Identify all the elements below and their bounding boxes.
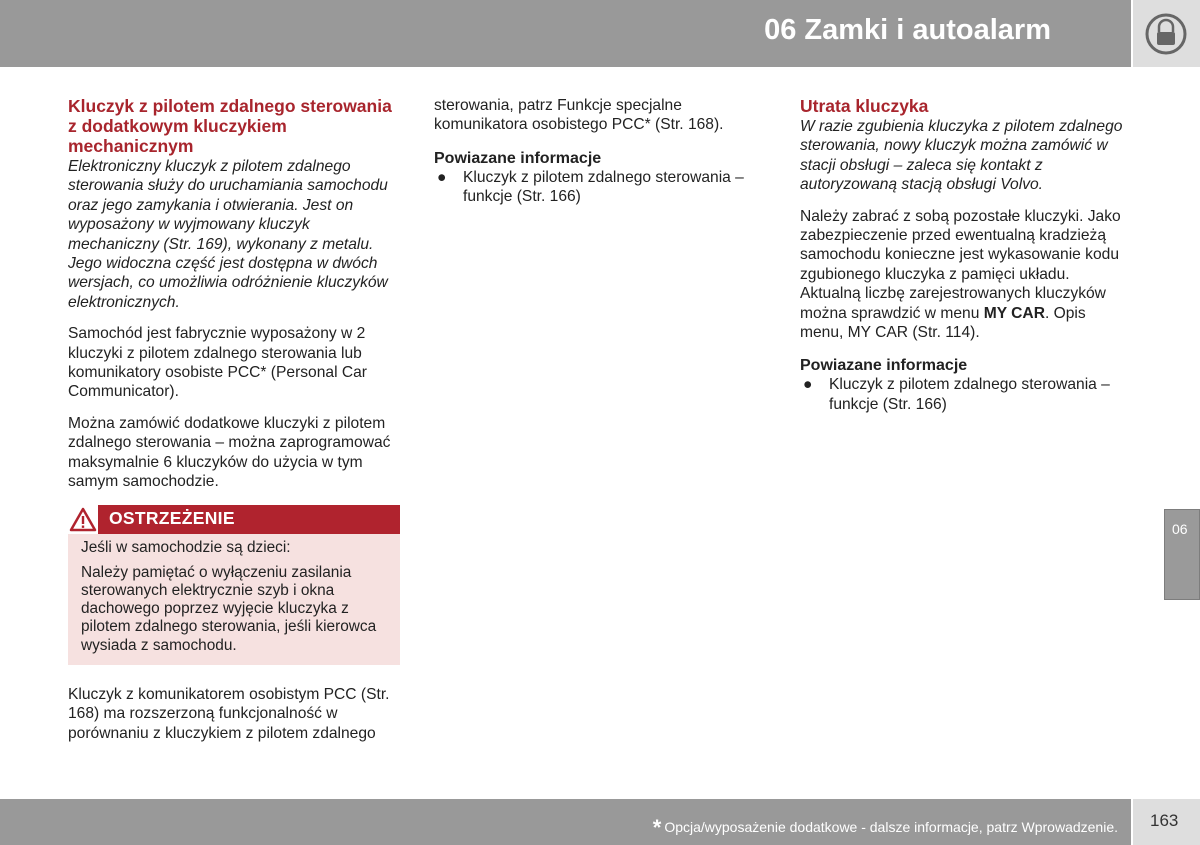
related-link-text: Kluczyk z pilotem zdalnego sterowania – funkcje (Str. 166) bbox=[463, 168, 744, 206]
paragraph: Można zamówić dodatkowe kluczyki z pilotem zdalnego sterowania – można zaprogramować maksymalnie 6 kluczyków do użycia w tym samym samochodzie. bbox=[68, 414, 391, 491]
chapter-icon-box bbox=[1133, 0, 1200, 67]
paragraph: Samochód jest fabrycznie wyposażony w 2 kluczyki z pilotem zdalnego sterowania lub komunikatory osobiste PCC* (Personal Car Communicator). bbox=[68, 325, 367, 401]
page-number-box bbox=[1133, 799, 1200, 845]
related-link[interactable] bbox=[434, 168, 762, 207]
header-bar bbox=[0, 0, 1131, 67]
warning-triangle-icon bbox=[69, 505, 97, 534]
warning-line: Należy pamiętać o wyłączeniu zasilania sterowanych elektrycznie szyb i okna dachowego poprzez wyjęcie kluczyka z pilotem zdalnego sterowania, jeśli kierowca wysiada z samochodu. bbox=[81, 563, 377, 654]
bullet-icon: ● bbox=[437, 168, 447, 186]
paragraph-text: Należy zabrać z sobą pozostałe kluczyki. Jako zabezpieczenie przed ewentualną kradzieżą samochodu konieczne jest wykasowanie kodu zgubionego kluczyka z pamięci układu. Aktualną liczbę zarejestrowanych kluczyków można sprawdzić w menu bbox=[800, 207, 1121, 322]
footnote-text: Opcja/wyposażenie dodatkowe - dalsze informacje, patrz Wprowadzenie. bbox=[664, 819, 1118, 835]
section-title-key: Kluczyk z pilotem zdalnego sterowania z dodatkowym kluczykiem mechanicznym bbox=[68, 96, 392, 156]
lead-paragraph: W razie zgubienia kluczyka z pilotem zdalnego sterowania, nowy kluczyk można zamówić w stacji obsługi – zaleca się kontakt z autoryzowaną stacją obsługi Volvo. bbox=[800, 118, 1123, 194]
section-title-lost-key: Utrata kluczyka bbox=[800, 96, 929, 116]
footnote-star: * bbox=[652, 815, 662, 840]
chapter-side-tab[interactable] bbox=[1164, 509, 1200, 600]
column-2 bbox=[434, 96, 762, 207]
paragraph: Kluczyk z komunikatorem osobistym PCC (Str. 168) ma rozszerzoną funkcjonalność w porównaniu z kluczykiem z pilotem zdalnego bbox=[68, 685, 390, 742]
related-heading: Powiazane informacje bbox=[434, 149, 602, 167]
paragraph bbox=[800, 207, 1132, 343]
warning-header bbox=[68, 505, 400, 534]
paragraph-text: . Opis menu, MY CAR (Str. 114). bbox=[800, 304, 1086, 342]
related-link[interactable] bbox=[800, 375, 1132, 414]
side-tab-label: 06 bbox=[1172, 521, 1188, 537]
related-heading: Powiazane informacje bbox=[800, 357, 968, 375]
footer-bar bbox=[0, 799, 1131, 845]
column-3 bbox=[800, 96, 1132, 414]
column-1 bbox=[68, 96, 400, 755]
warning-icon-box bbox=[68, 505, 98, 534]
bullet-icon: ● bbox=[803, 376, 813, 394]
continuation-paragraph: sterowania, patrz Funkcje specjalne komunikatora osobistego PCC* (Str. 168). bbox=[434, 97, 724, 134]
lead-paragraph: Elektroniczny kluczyk z pilotem zdalnego sterowania służy do uruchamiania samochodu oraz jego zamykania i otwierania. Jest on wyposażony w wyjmowany kluczyk mechaniczny (Str. 169), wykonany z metalu. Jego widoczna część jest dostępna w dwóch wersjach, co umożliwia odróżnienie kluczyków elektronicznych. bbox=[68, 158, 388, 311]
warning-title: OSTRZEŻENIE bbox=[109, 507, 235, 528]
footer-note bbox=[653, 812, 1118, 838]
menu-name: MY CAR bbox=[983, 304, 1045, 322]
chapter-title: 06 Zamki i autoalarm bbox=[764, 14, 1051, 46]
page-number: 163 bbox=[1150, 811, 1179, 830]
lock-icon bbox=[1143, 13, 1189, 55]
warning-body bbox=[68, 534, 400, 665]
warning-box bbox=[68, 505, 400, 665]
warning-line: Jeśli w samochodzie są dzieci: bbox=[81, 538, 291, 556]
related-link-text: Kluczyk z pilotem zdalnego sterowania – funkcje (Str. 166) bbox=[829, 376, 1110, 413]
